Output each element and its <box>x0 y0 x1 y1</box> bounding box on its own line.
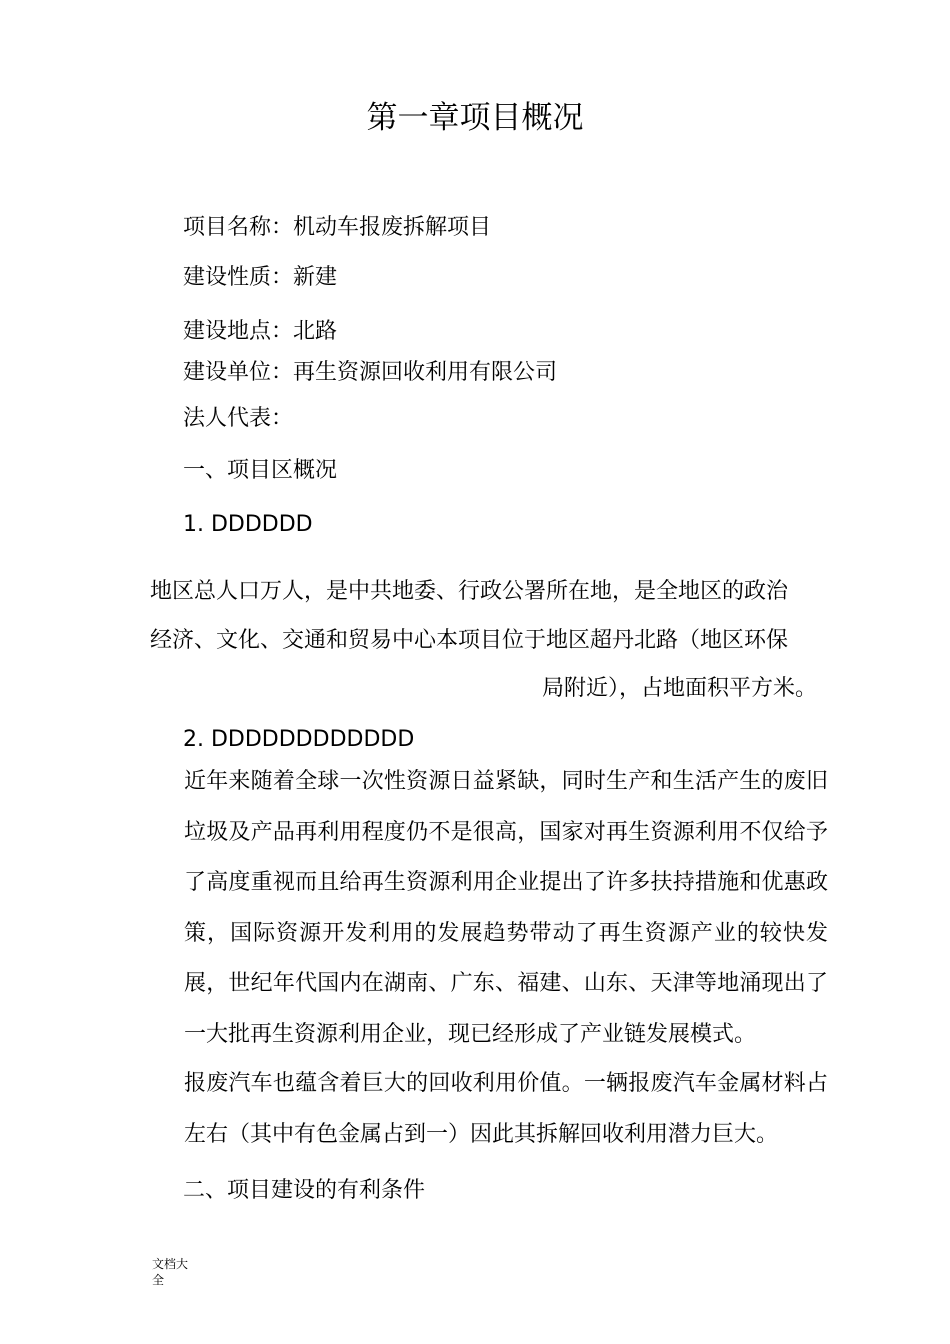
section-2-heading: 二、项目建设的有利条件 <box>183 1178 426 1203</box>
page-title: 第一章项目概况 <box>366 100 584 136</box>
section-1-heading: 一、项目区概况 <box>183 458 338 483</box>
background-paragraph-2 <box>133 1059 828 1160</box>
subsection-1-heading: 1. DDDDDD <box>183 512 313 537</box>
info-legal-representative: 法人代表： <box>183 406 294 431</box>
info-construction-unit: 建设单位：再生资源回收利用有限公司 <box>183 360 558 385</box>
region-text-line-2: 经济、文化、交通和贸易中心本项目位于地区超丹北路（地区环保 <box>150 628 789 653</box>
info-construction-nature: 建设性质：新建 <box>183 265 338 290</box>
background-paragraph-1 <box>133 757 828 1060</box>
info-project-name: 项目名称：机动车报废拆解项目 <box>183 215 492 240</box>
subsection-2-heading: 2. DDDDDDDDDDDD <box>183 727 415 752</box>
footer-label: 文档大全 <box>152 1257 189 1287</box>
region-text-line-3: 局附近），占地面积平方米。 <box>541 676 817 701</box>
paragraph-2-text: 报废汽车也蕴含着巨大的回收利用价值。一辆报废汽车金属材料占左右（其中有色金属占到一）因此其拆解回收利用潜力巨大。 <box>184 1071 828 1147</box>
info-construction-location: 建设地点：北路 <box>183 319 338 344</box>
region-text-line-1: 地区总人口万人，是中共地委、行政公署所在地，是全地区的政治 <box>150 579 789 604</box>
paragraph-1-text: 近年来随着全球一次性资源日益紧缺，同时生产和生活产生的废旧垃圾及产品再利用程度仍不是很高，国家对再生资源利用不仅给予了高度重视而且给再生资源利用企业提出了许多扶持措施和优惠政策，国际资源开发利用的发展趋势带动了再生资源产业的较快发展，世纪年代国内在湖南、广东、福建、山东、天津等地涌现出了一大批再生资源利用企业，现已经形成了产业链发展模式。 <box>184 769 828 1047</box>
